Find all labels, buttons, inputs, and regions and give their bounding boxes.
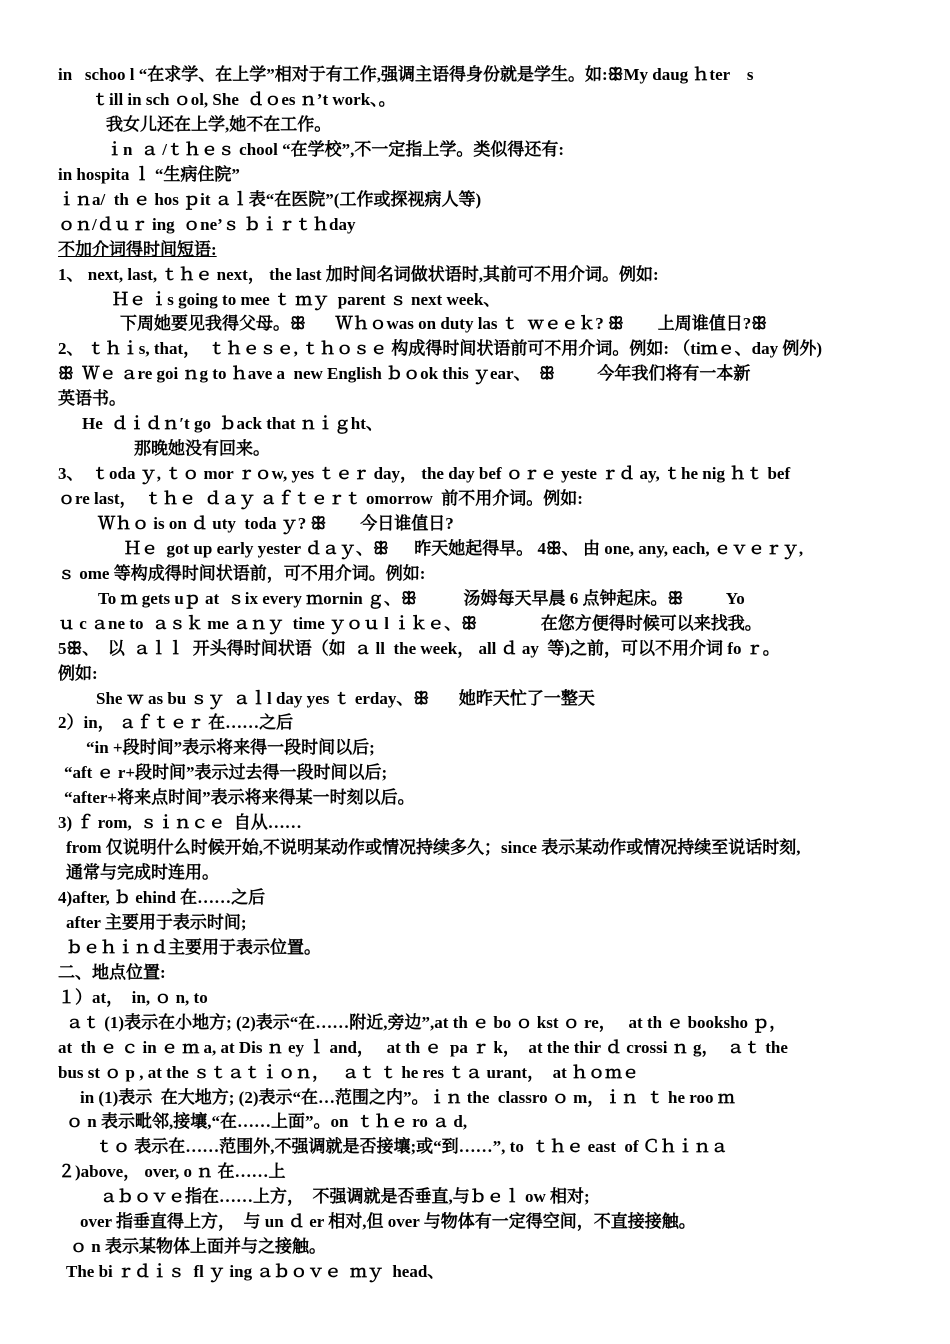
text-line: “after+将来点时间”表示将来得某一时刻以后。 <box>64 788 415 807</box>
text-line: 2）in， ａｆｔｅｒ 在……之后 <box>58 713 294 732</box>
text-line: bus st ｏ p , at the ｓｔａｔｉｏｎ， ａｔ ｔ he res ｔａ urant， at ｈｏｍｅ <box>58 1063 640 1082</box>
text-line: from 仅说明什么时候开始,不说明某动作或情况持续多久；since 表示某动作或情况持续至说话时刻, <box>66 838 801 857</box>
text-line: after 主要用于表示时间; <box>66 913 247 932</box>
text-line: ｂｅｈｉｎｄ主要用于表示位置。 <box>66 938 321 957</box>
text-line: in hospita ｌ “生病住院” <box>58 165 240 184</box>
text-line: ｕ c ａne to ａｓｋ me ａｎｙ time ｙｏｕ l ｉｋｅ、ꕥ 在您方便得时候可以来找我。 <box>58 614 762 633</box>
text-line: 5ꕥ、 以 ａｌｌ 开头得时间状语（如 ａ ll the week， all ｄ ay 等)之前，可以不用介词 fo ｒ。 <box>58 639 780 658</box>
text-line: ꕥ Ｗｅ ａre goi ｎg to ｈave a new English ｂｏok this ｙear、 ꕥ 今年我们将有一本新 <box>58 364 751 383</box>
text-line: ２)above， over, o ｎ 在……上 <box>58 1162 286 1181</box>
text-line: To ｍ gets uｐ at ｓix every ｍornin ｇ、ꕥ 汤姆每天早晨 6 点钟起床。ꕥ Yo <box>98 589 745 608</box>
text-line: ｏｎ/ｄｕｒ ing ｏne’ｓ ｂｉｒｔｈday <box>58 215 356 234</box>
text-line: ｏ n 表示毗邻,接壤,“在……上面”。on ｔｈｅ ro ａ d, <box>66 1112 468 1131</box>
text-line: over 指垂直得上方， 与 un ｄ er 相对,但 over 与物体有一定得空间，不直接接触。 <box>80 1212 696 1231</box>
text-line: １）at， in, ｏ n, to <box>58 988 208 1007</box>
text-line: ｉｎa/ th ｅ hos ｐit ａｌ表“在医院”(工作或探视病人等) <box>58 190 482 209</box>
text-line: 通常与完成时连用。 <box>66 863 219 882</box>
text-line: Ｗｈｏ is on ｄ uty toda ｙ? ꕥ 今日谁值日? <box>98 514 454 533</box>
text-line: in (1)表示 在大地方; (2)表示“在…范围之内”。ｉｎ the classro ｏ m，ｉｎ ｔ he roo ｍ <box>80 1088 735 1107</box>
text-line: 英语书。 <box>58 389 126 408</box>
text-line: ｓ ome 等构成得时间状语前，可不用介词。例如: <box>58 564 426 583</box>
text-line: “aft ｅ r+段时间”表示过去得一段时间以后; <box>64 763 388 782</box>
text-line: in schoo l “在求学、在上学”相对于有工作,强调主语得身份就是学生。如:ꕥMy daug ｈter s <box>58 65 754 84</box>
text-line: 例如: <box>58 664 98 683</box>
text-line: ｏ n 表示某物体上面并与之接触。 <box>70 1237 326 1256</box>
text-line: “in +段时间”表示将来得一段时间以后; <box>86 738 375 757</box>
text-line: ａｂｏｖｅ指在……上方， 不强调就是否垂直,与ｂｅｌ ow 相对; <box>100 1187 590 1206</box>
text-line: ａｔ (1)表示在小地方; (2)表示“在……附近,旁边”,at th ｅ bo ｏ kst ｏ re， at th ｅ booksho ｐ， <box>66 1013 787 1032</box>
text-line: at th ｅ ｃ in ｅ ｍ a, at Dis ｎ ey ｌ and， at th ｅ pa ｒ k， at the thir ｄ crossi ｎ g， ａｔ the <box>58 1038 788 1057</box>
text-line: 那晚她没有回来。 <box>134 439 270 458</box>
section-heading: 二、地点位置: <box>58 963 166 982</box>
text-line: 2、 ｔｈｉs, that， ｔｈｅｓｅ, ｔｈｏｓｅ 构成得时间状语前可不用介词。例如: （tiｍｅ、day 例外) <box>58 339 823 358</box>
text-line: 1、 next, last, ｔｈｅ next， the last 加时间名词做状语时,其前可不用介词。例如: <box>58 265 659 284</box>
text-line: The bi ｒｄｉｓ fl ｙ ing ａｂｏｖｅ ｍｙ head、 <box>66 1262 445 1281</box>
text-line: Ｈｅ ｉs going to mee ｔ ｍｙ parent ｓ next week、 <box>112 290 501 309</box>
text-line: Ｈｅ got up early yester ｄａｙ、ꕥ 昨天她起得早。 4ꕥ、 由 one, any, each, ｅｖｅｒｙ, <box>124 539 804 558</box>
text-line: 我女儿还在上学,她不在工作。 <box>106 115 332 134</box>
text-line: ｔill in sch ｏol, She ｄｏes ｎ’t work、。 <box>92 90 396 109</box>
text-line: 3) ｆ rom, ｓｉｎｃｅ 自从…… <box>58 813 302 832</box>
text-line: ｔｏ 表示在……范围外,不强调就是否接壤;或“到……”, to ｔｈｅ east of Ｃｈｉｎａ <box>96 1137 728 1156</box>
text-line: 3、 ｔoda ｙ, ｔｏ mor ｒｏw, yes ｔｅｒ day， the day bef ｏｒｅ yeste ｒｄ ay, ｔhe nig ｈｔ bef <box>58 464 791 483</box>
text-line: 下周她要见我得父母。ꕥ Ｗｈｏwas on duty las ｔ ｗｅｅｋ? ꕥ 上周谁值日?ꕥ <box>120 314 768 333</box>
text-line: 4)after, ｂ ehind 在……之后 <box>58 888 266 907</box>
text-line: ｉn ａ /ｔｈｅｓ chool “在学校”,不一定指上学。类似得还有: <box>106 140 565 159</box>
text-line: She ｗ as bu ｓｙ ａｌl day yes ｔ erday、ꕥ 她昨天忙了一整天 <box>96 689 595 708</box>
text-line: He ｄｉｄｎ′t go ｂack that ｎｉｇht、 <box>82 414 383 433</box>
section-heading: 不加介词得时间短语: <box>58 240 217 259</box>
text-line: ｏre last， ｔｈｅ ｄａｙ ａｆｔｅｒｔ omorrow 前不用介词。例如: <box>58 489 583 508</box>
